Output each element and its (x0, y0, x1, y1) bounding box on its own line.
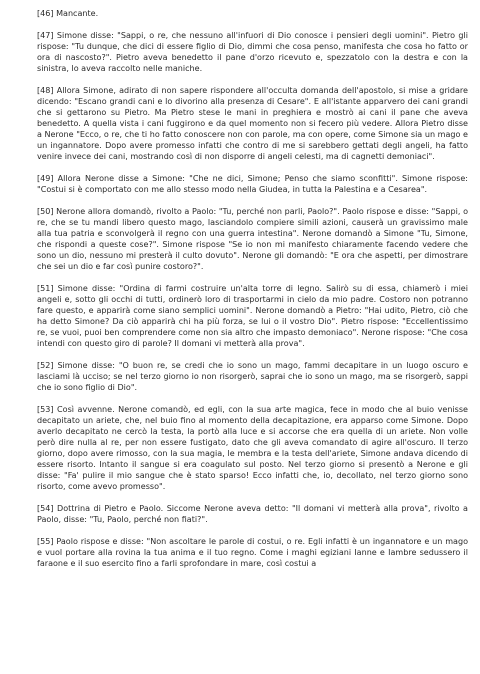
paragraph-51: [51] Simone disse: "Ordina di farmi costruire un'alta torre di legno. Salirò su di essa, chiamerò i miei angeli e, sotto gli occhi di tutti, ordinerò loro di trasportarmi in cielo da mio padre. Costoro non potranno fare questo, e apparirà come siano semplici uomini". Nerone domandò a Pietro: "Hai udito, Pietro, ciò che ha detto Simone? Da ciò apparirà chi ha più forza, se lui o il vostro Dio". Pietro rispose: "Eccellentissimo re, se vuoi, puoi ben comprendere come non sia altro che impasto demoniaco". Nerone rispose: "Che cosa intendi con questo giro di parole? Il domani vi metterà alla prova". (37, 284, 468, 348)
paragraph-50: [50] Nerone allora domandò, rivolto a Paolo: "Tu, perché non parli, Paolo?". Paolo rispose e disse: "Sappi, o re, che se tu mandi libero questo mago, lasciandolo compiere simili azioni, causerà un gravissimo male alla tua patria e sconvolgerà il regno con una guerra intestina". Nerone domandò a Simone "Tu, Simone, che rispondi a queste cose?". Simone rispose "Se io non mi manifesto chiaramente facendo vedere che sono un dio, nessuno mi presterà il culto dovuto". Nerone gli domandò: "E ora che aspetti, per dimostrare che sei un dio e far così punire costoro?". (37, 207, 468, 271)
paragraph-49: [49] Allora Nerone disse a Simone: "Che ne dici, Simone; Penso che siamo sconfitti". Simone rispose: "Costui si è comportato con me allo stesso modo nella Giudea, in tutta la Palestina e a Cesarea". (37, 174, 468, 194)
paragraph-47: [47] Simone disse: "Sappi, o re, che nessuno all'infuori di Dio conosce i pensieri degli uomini". Pietro gli rispose: "Tu dunque, che dici di essere figlio di Dio, dimmi che cosa penso, manifesta che cosa ho fatto or ora di nascosto?". Pietro aveva benedetto il pane d'orzo ricevuto e, spezzatolo con la destra e con la sinistra, lo aveva raccolto nelle maniche. (37, 31, 468, 73)
paragraph-52: [52] Simone disse: "O buon re, se credi che io sono un mago, fammi decapitare in un luogo oscuro e lasciami là ucciso; se nel terzo giorno io non risorgerò, saprai che io sono un mago, ma se risorgerò, sappi che io sono figlio di Dio". (37, 361, 468, 392)
paragraph-46: [46] Mancante. (37, 9, 99, 18)
paragraph-48: [48] Allora Simone, adirato di non sapere rispondere all'occulta domanda dell'apostolo, si mise a gridare dicendo: "Escano grandi cani e lo divorino alla presenza di Cesare". E all'istante apparvero dei cani grandi che si gettarono su Pietro. Ma Pietro stese le mani in preghiera e mostrò ai cani il pane che aveva benedetto. A quella vista i cani fuggirono e da quel momento non si fecero più vedere. Allora Pietro disse a Nerone "Ecco, o re, che ti ho fatto conoscere non con parole, ma con opere, come Simone sia un mago e un ingannatore. Dopo avere promesso infatti che contro di me si sarebbero gettati degli angeli, ha fatto venire invece dei cani, mostrando così di non disporre di angeli celesti, ma di cagnetti demoniaci". (37, 86, 468, 161)
paragraph-54: [54] Dottrina di Pietro e Paolo. Siccome Nerone aveva detto: "Il domani vi metterà alla prova", rivolto a Paolo, disse: "Tu, Paolo, perché non fiati?". (37, 504, 468, 524)
paragraph-53: [53] Così avvenne. Nerone comandò, ed egli, con la sua arte magica, fece in modo che al buio venisse decapitato un ariete, che, nel buio fino al momento della decapitazione, era apparso come Simone. Dopo averlo decapitato ne cercò la testa, la portò alla luce e si accorse che era quella di un ariete. Non volle però dire nulla al re, per non essere fustigato, dato che gli aveva comandato di agire all'oscuro. Il terzo giorno, dopo avere rimosso, con la sua magia, le membra e la testa dell'ariete, Simone andava dicendo di essere risorto. Intanto il sangue si era coagulato sul posto. Nel terzo giorno si presentò a Nerone e gli disse: "Fa' pulire il mio sangue che è stato sparso! Ecco infatti che, io, decollato, nel terzo giorno sono risorto, come avevo promesso". (37, 405, 468, 491)
paragraph-55: [55] Paolo rispose e disse: "Non ascoltare le parole di costui, o re. Egli infatti è un ingannatore e un mago e vuol portare alla rovina la tua anima e il tuo regno. Come i maghi egiziani Ianne e Iambre sedussero il faraone e il suo esercito fino a farli sprofondare in mare, così costui a (37, 537, 468, 568)
